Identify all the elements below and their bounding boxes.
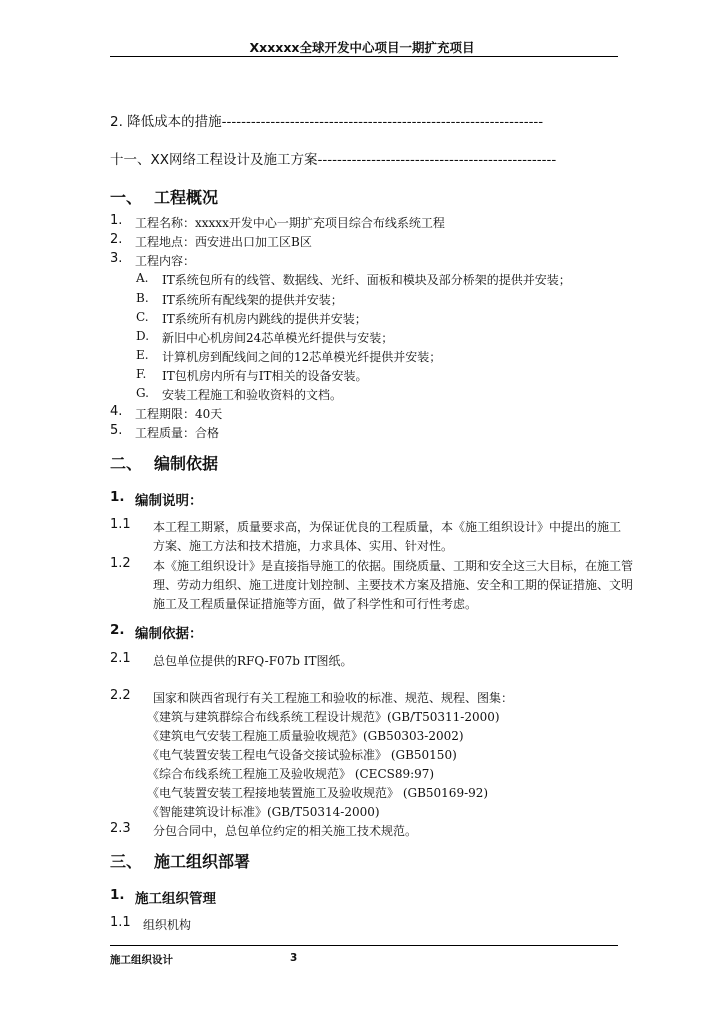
para-text: 国家和陕西省现行有关工程施工和验收的标准、规范、规程、图集： xyxy=(153,691,514,705)
para-line: 理、劳动力组织、施工进度计划控制、主要技术方案及措施、安全和工期的保证措施、文明 xyxy=(153,578,634,592)
item-4-text: 工程期限：40天 xyxy=(135,407,223,421)
section-1-title: 工程概况 xyxy=(154,188,219,207)
para-line: 施工及工程质量保证措施等方面，做了科学性和可行性考虑。 xyxy=(153,597,478,611)
para-text: 组织机构 xyxy=(143,918,192,932)
header-title: Xxxxxx全球开发中心项目一期扩充项目 xyxy=(249,40,475,55)
subitem-text: 新旧中心机房间24芯单模光纤提供与安装； xyxy=(162,331,394,345)
toc-line-1[interactable]: 2. 降低成本的措施------------------------------------------------------------------ xyxy=(110,114,544,130)
standard-item: 《综合布线系统工程施工及验收规范》 (CECS89:97) xyxy=(147,767,435,781)
toc-line-2[interactable]: 十一、XX网络工程设计及施工方案------------------------------------------------- xyxy=(110,152,557,168)
section-3-number: 三、 xyxy=(110,852,143,871)
para-number: 1.1 xyxy=(110,517,131,532)
subitem-text: IT系统所有机房内跳线的提供并安装； xyxy=(162,312,367,326)
item-5-number: 5. xyxy=(110,423,123,438)
para-text: 分包合同中，总包单位约定的相关施工技术规范。 xyxy=(153,824,418,838)
para-text: 总包单位提供的RFQ-F07b IT图纸。 xyxy=(153,654,353,668)
subitem-text: IT系统包所有的线管、数据线、光纤、面板和模块及部分桥架的提供并安装； xyxy=(162,273,571,287)
subitem-letter: F. xyxy=(136,367,147,381)
header-rule xyxy=(110,56,618,57)
subsection-title: 编制依据： xyxy=(135,626,203,642)
section-2-number: 二、 xyxy=(110,454,143,473)
standard-item: 《建筑与建筑群综合布线系统工程设计规范》(GB/T50311-2000) xyxy=(147,710,500,724)
subitem-letter: D. xyxy=(136,329,150,343)
para-number: 1.1 xyxy=(110,915,131,930)
item-3-number: 3. xyxy=(110,251,123,266)
subitem-text: IT系统所有配线架的提供并安装； xyxy=(162,293,343,307)
subsection-number: 1. xyxy=(110,489,125,505)
subitem-letter: B. xyxy=(136,291,149,305)
subsection-number: 2. xyxy=(110,622,125,638)
subitem-text: 计算机房到配线间之间的12芯单模光纤提供并安装； xyxy=(162,350,442,364)
standard-item: 《电气装置安装工程接地装置施工及验收规范》 (GB50169-92) xyxy=(147,786,489,800)
subitem-text: IT包机房内所有与IT相关的设备安装。 xyxy=(162,369,368,383)
para-line: 本工程工期紧，质量要求高，为保证优良的工程质量，本《施工组织设计》中提出的施工 xyxy=(153,520,622,534)
item-2-number: 2. xyxy=(110,232,123,247)
para-number: 1.2 xyxy=(110,556,131,571)
subitem-letter: C. xyxy=(136,310,149,324)
footer-label: 施工组织设计 xyxy=(110,954,173,966)
section-1-number: 一、 xyxy=(110,188,143,207)
page-number: 3 xyxy=(290,952,298,964)
item-4-number: 4. xyxy=(110,404,123,419)
subsection-title: 编制说明： xyxy=(135,493,203,509)
para-number: 2.3 xyxy=(110,821,131,836)
subsection-title: 施工组织管理 xyxy=(135,891,216,907)
subsection-number: 1. xyxy=(110,887,125,903)
standard-item: 《电气装置安装工程电气设备交接试验标准》 (GB50150) xyxy=(147,748,457,762)
item-2-text: 工程地点：西安进出口加工区B区 xyxy=(135,235,312,249)
section-2-title: 编制依据 xyxy=(154,454,219,473)
para-number: 2.1 xyxy=(110,651,131,666)
item-1-text: 工程名称：xxxxx开发中心一期扩充项目综合布线系统工程 xyxy=(135,216,445,230)
subitem-letter: E. xyxy=(136,348,149,362)
item-1-number: 1. xyxy=(110,213,123,228)
standard-item: 《智能建筑设计标准》(GB/T50314-2000) xyxy=(147,805,380,819)
para-line: 本《施工组织设计》是直接指导施工的依据。围绕质量、工期和安全这三大目标，在施工管 xyxy=(153,559,634,573)
section-3-title: 施工组织部署 xyxy=(154,852,251,871)
item-3-text: 工程内容： xyxy=(135,254,196,268)
footer-rule xyxy=(110,945,618,946)
item-5-text: 工程质量：合格 xyxy=(135,426,220,440)
subitem-letter: G. xyxy=(136,386,149,400)
subitem-text: 安装工程施工和验收资料的文档。 xyxy=(162,388,343,402)
para-number: 2.2 xyxy=(110,688,131,703)
para-line: 方案、施工方法和技术措施，力求具体、实用、针对性。 xyxy=(153,539,454,553)
subitem-letter: A. xyxy=(136,271,149,285)
standard-item: 《建筑电气安装工程施工质量验收规范》(GB50303-2002) xyxy=(147,729,464,743)
